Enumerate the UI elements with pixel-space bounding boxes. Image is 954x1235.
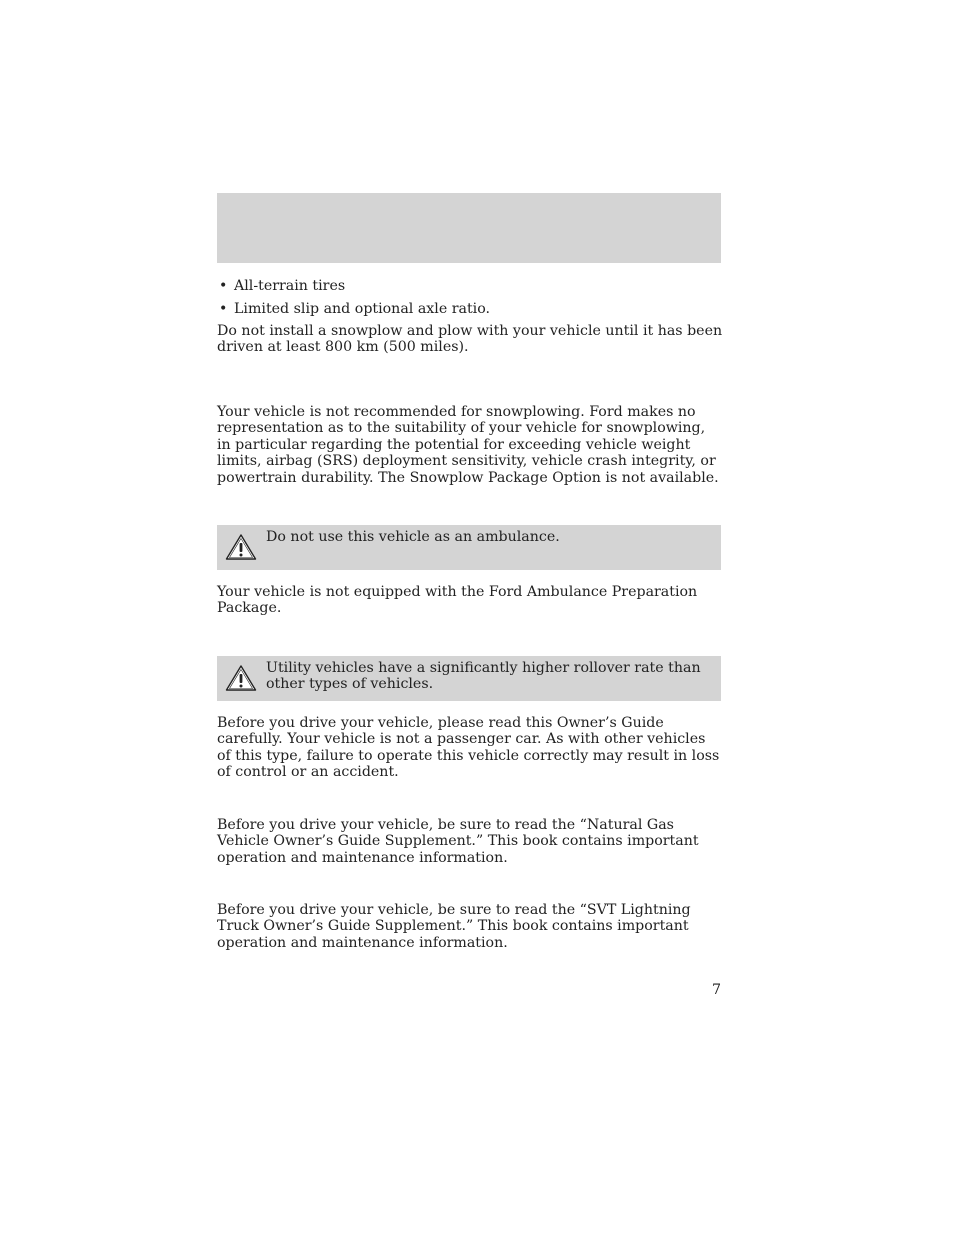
snowplow-paragraph: Your vehicle is not recommended for snowplowing. Ford makes no representation as to the suitability of your vehicle for snowplowing, in particular regarding the potential for exceeding vehicle weight limits, airbag (SRS) deployment sensitivity, vehicle crash integrity, or powertrain durability. The Snowplow Package Option is not available. (217, 404, 719, 486)
rollover-warning-box (217, 656, 721, 701)
list-item-text: Limited slip and optional axle ratio. (234, 300, 491, 317)
list-item (217, 278, 721, 301)
snowplow-break-in-paragraph: Do not install a snowplow and plow with your vehicle until it has been driven at least 800 km (500 miles). (217, 323, 723, 356)
page-number: 7 (711, 982, 721, 998)
list-item-text: All-terrain tires (234, 278, 346, 294)
bullet-icon: • (219, 300, 228, 317)
natural-gas-paragraph: Before you drive your vehicle, be sure to read the “Natural Gas Vehicle Owner’s Guide Supplement.” This book contains important operation and maintenance information. (217, 817, 699, 866)
ambulance-warning-box (217, 525, 721, 570)
ambulance-warning-text: Do not use this vehicle as an ambulance. (266, 529, 560, 545)
ambulance-paragraph: Your vehicle is not equipped with the Ford Ambulance Preparation Package. (217, 584, 698, 617)
bullet-icon: • (219, 278, 228, 294)
header-band (217, 193, 721, 263)
warning-triangle-icon (225, 664, 257, 692)
list-item (217, 301, 721, 324)
utility-vehicle-paragraph: Before you drive your vehicle, please read this Owner’s Guide carefully. Your vehicle is not a passenger car. As with other vehicles of this type, failure to operate this vehicle correctly may result in loss of control or an accident. (217, 715, 720, 781)
rollover-warning-text: Utility vehicles have a significantly higher rollover rate than other types of vehicles. (266, 660, 701, 693)
feature-list (217, 278, 721, 323)
svt-lightning-paragraph: Before you drive your vehicle, be sure to read the “SVT Lightning Truck Owner’s Guide Supplement.” This book contains important operation and maintenance information. (217, 902, 691, 951)
warning-triangle-icon (225, 533, 257, 561)
